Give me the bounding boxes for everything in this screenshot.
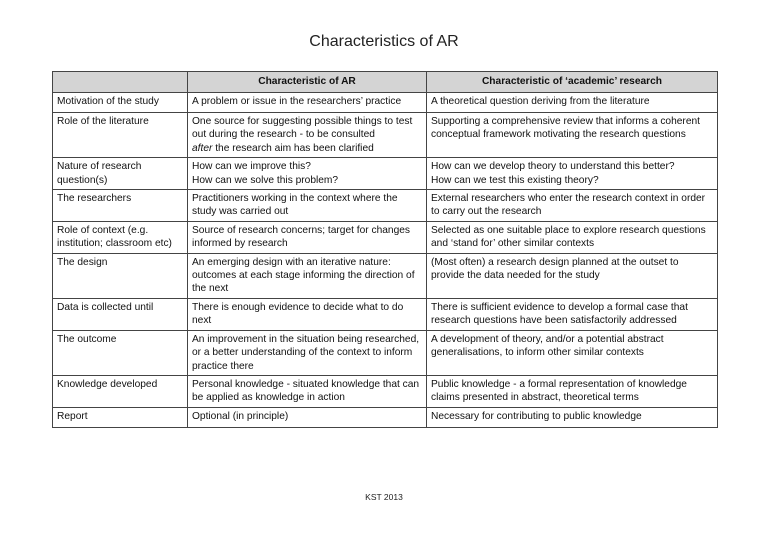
row-aspect-cell xyxy=(53,253,188,298)
cell-text: The outcome xyxy=(57,333,117,345)
cell-text: There is sufficient evidence to develop a formal case that research questions have been satisfactorily addressed xyxy=(431,301,688,327)
cell-text: (Most often) a research design planned at the outset to provide the data needed for the study xyxy=(431,256,679,282)
page-title: Characteristics of AR xyxy=(309,33,459,50)
academic-cell xyxy=(427,190,718,222)
row-aspect-cell xyxy=(53,158,188,190)
cell-text: The researchers xyxy=(57,193,132,205)
ar-cell xyxy=(188,113,427,158)
cell-text: How can we develop theory to understand this better? xyxy=(431,161,675,173)
table-row xyxy=(53,375,718,407)
ar-cell xyxy=(188,221,427,253)
table-header-row xyxy=(53,72,718,93)
cell-text: A theoretical question deriving from the literature xyxy=(431,96,650,107)
cell-text: How can we improve this? xyxy=(192,161,311,173)
table-row xyxy=(53,158,718,190)
cell-text: An improvement in the situation being researched, or a better understanding of the context to inform practice there xyxy=(192,333,420,372)
cell-text: Report xyxy=(57,410,88,422)
cell-text: The design xyxy=(57,256,108,268)
table-row xyxy=(53,330,718,375)
ar-cell xyxy=(188,158,427,190)
cell-text: Supporting a comprehensive review that informs a coherent conceptual framework motivating the research questions xyxy=(431,116,700,141)
cell-text: Personal knowledge - situated knowledge that can be applied as knowledge in action xyxy=(192,378,420,404)
emphasis-text: after xyxy=(192,142,213,154)
ar-cell xyxy=(188,190,427,222)
academic-cell xyxy=(427,93,718,113)
cell-text: External researchers who enter the research context in order to carry out the research xyxy=(431,193,706,218)
header-academic: Characteristic of ‘academic’ research xyxy=(427,72,718,93)
academic-cell xyxy=(427,375,718,407)
cell-text: How can we test this existing theory? xyxy=(431,174,599,186)
ar-cell xyxy=(188,330,427,375)
row-aspect-cell xyxy=(53,113,188,158)
academic-cell xyxy=(427,407,718,427)
table-row xyxy=(53,113,718,158)
academic-cell xyxy=(427,330,718,375)
academic-cell xyxy=(427,298,718,330)
cell-text: Optional (in principle) xyxy=(192,410,289,422)
cell-text: Source of research concerns; target for changes informed by research xyxy=(192,224,411,250)
ar-cell xyxy=(188,93,427,113)
cell-text: Nature of research question(s) xyxy=(57,161,142,186)
row-aspect-cell xyxy=(53,298,188,330)
cell-text: One source for suggesting possible things to test out during the research - to be consulted xyxy=(192,116,413,141)
row-aspect-cell xyxy=(53,330,188,375)
ar-cell xyxy=(188,375,427,407)
table-row xyxy=(53,407,718,427)
academic-cell xyxy=(427,158,718,190)
header-aspect xyxy=(53,72,188,93)
cell-text: An emerging design with an iterative nature: outcomes at each stage informing the direction of the next xyxy=(192,256,415,295)
table-body xyxy=(53,93,718,428)
ar-cell xyxy=(188,253,427,298)
cell-text: Necessary for contributing to public knowledge xyxy=(431,410,642,422)
footer-credit: KST 2013 xyxy=(365,492,403,502)
ar-cell xyxy=(188,407,427,427)
academic-cell xyxy=(427,113,718,158)
cell-text: How can we solve this problem? xyxy=(192,174,339,186)
row-aspect-cell xyxy=(53,407,188,427)
ar-cell xyxy=(188,298,427,330)
cell-text: Motivation of the study xyxy=(57,96,159,107)
cell-text: Data is collected until xyxy=(57,301,154,313)
row-aspect-cell xyxy=(53,221,188,253)
cell-text: Public knowledge - a formal representation of knowledge claims presented in abstract, theoretical terms xyxy=(431,378,687,404)
cell-text: Knowledge developed xyxy=(57,378,158,390)
cell-text: There is enough evidence to decide what to do next xyxy=(192,301,404,327)
table-row xyxy=(53,93,718,113)
cell-text: Practitioners working in the context where the study was carried out xyxy=(192,193,398,218)
cell-text: the research aim has been clarified xyxy=(212,142,374,154)
table-row xyxy=(53,221,718,253)
cell-text: A problem or issue in the researchers’ practice xyxy=(192,96,402,107)
academic-cell xyxy=(427,221,718,253)
cell-text: Role of context (e.g. institution; classroom etc) xyxy=(57,224,172,250)
cell-text: Role of the literature xyxy=(57,116,149,127)
row-aspect-cell xyxy=(53,93,188,113)
academic-cell xyxy=(427,253,718,298)
row-aspect-cell xyxy=(53,375,188,407)
table-row xyxy=(53,253,718,298)
table-row xyxy=(53,190,718,222)
header-ar: Characteristic of AR xyxy=(188,72,427,93)
cell-text: A development of theory, and/or a potential abstract generalisations, to inform other similar contexts xyxy=(431,333,664,359)
cell-text: Selected as one suitable place to explore research questions and ‘stand for’ other similar contexts xyxy=(431,224,706,250)
comparison-table xyxy=(52,71,718,428)
row-aspect-cell xyxy=(53,190,188,222)
table-row xyxy=(53,298,718,330)
